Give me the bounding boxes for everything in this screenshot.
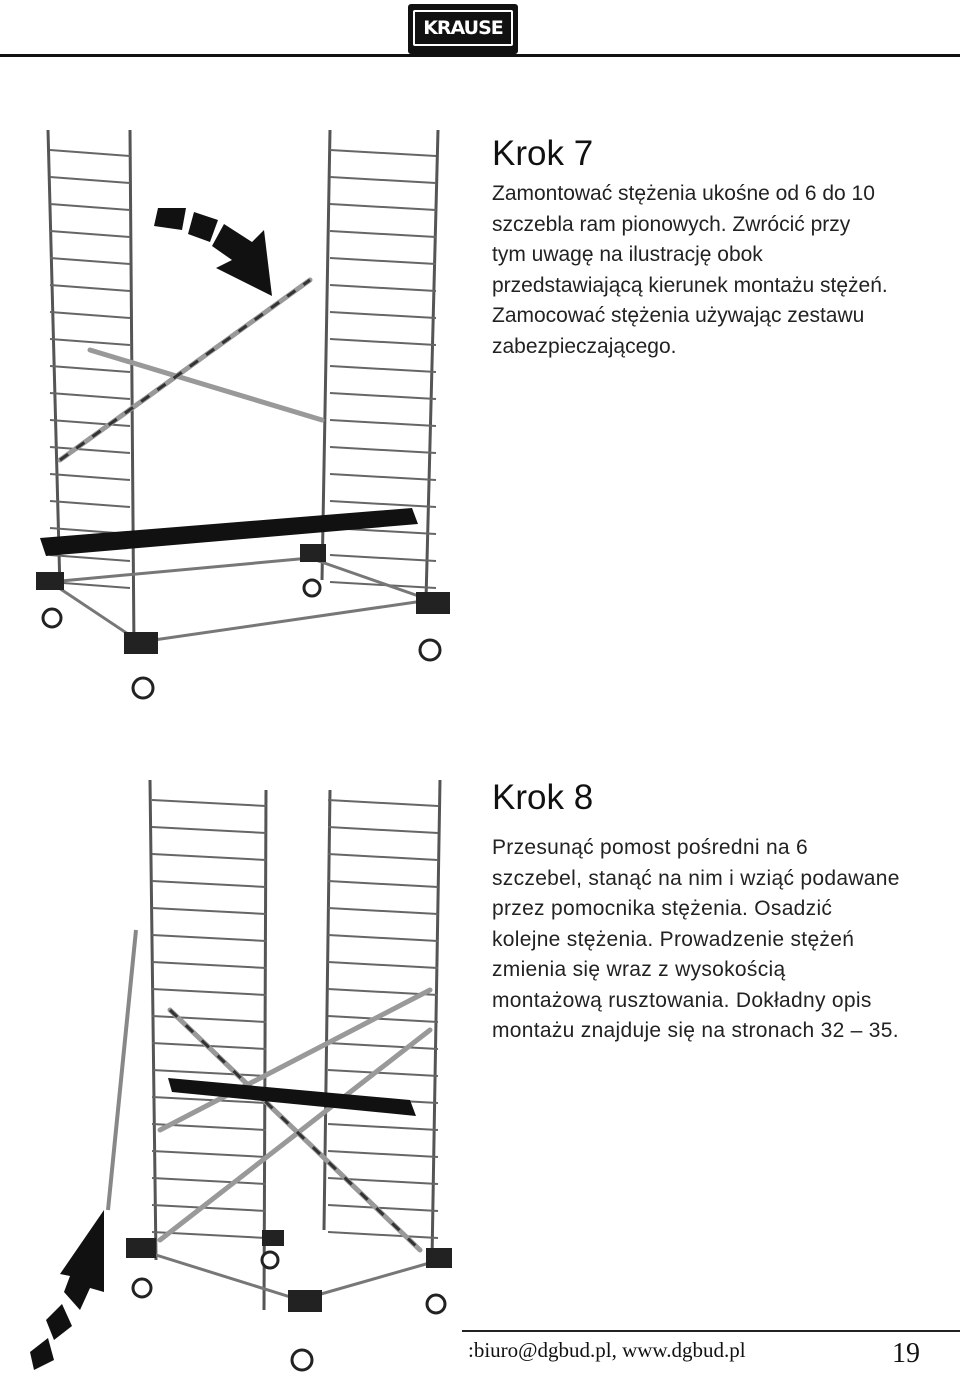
footer-contact: :biuro@dgbud.pl, www.dgbud.pl [468,1338,746,1362]
logo-text: KRAUSE [423,17,503,39]
step7-illustration [0,120,480,720]
footer-rule [462,1330,960,1332]
step8-illustration [0,770,480,1378]
step8-instructions: Przesunąć pomost pośredni na 6 szczebel, stanąć na nim i wziąć podawane przez pomocnika stężenia. Osadzić kolejne stężenia. Prowadzenie stężeń zmienia się wraz z wysokością montażową rusztowania. Dokładny opis montażu znajduje się na stronach 32 – 35. [492,836,900,1042]
step8-title: Krok 8 [492,778,594,817]
step7-title: Krok 7 [492,134,594,173]
page-number: 19 [892,1338,920,1369]
krause-logo [408,4,518,54]
header-rule [0,54,960,57]
step7-instructions: Zamontować stężenia ukośne od 6 do 10 szczebla ram pionowych. Zwrócić przy tym uwagę na ilustrację obok przedstawiającą kierunek montażu stężeń. Zamocować stężenia używając zestawu zabezpieczającego. [492,182,888,358]
